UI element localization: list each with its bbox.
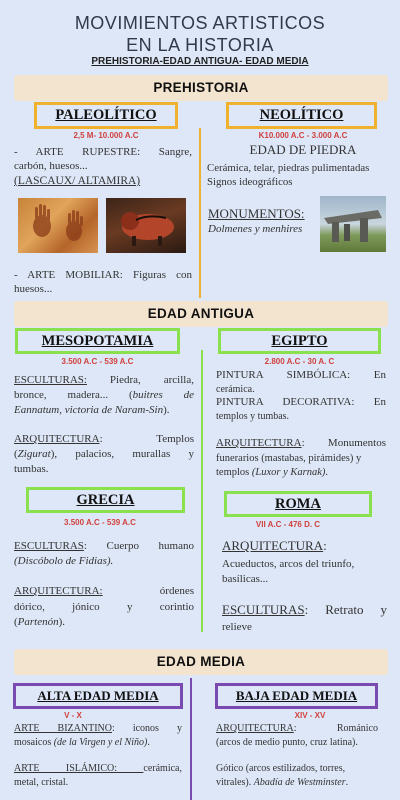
mesopotamia-esc-l1: ESCULTURAS: Piedra, arcilla, [14,374,194,386]
neolitico-date: K10.000 A.C - 3.000 A.C [258,131,348,140]
egipto-p1-l2: cerámica. [216,384,255,395]
baja-gotico-l2: vitrales). Abadía de Westminster. [216,777,349,788]
alta-isl-l1: ARTE ISLÁMICO: cerámica, [14,763,182,774]
egipto-arq-l3: templos (Luxor y Karnak). [216,467,328,478]
paleolitico-mobiliar-l2: huesos... [14,283,53,295]
mesopotamia-date: 3.500 A.C - 539 A.C [61,357,134,366]
band-prehistoria-label: PREHISTORIA [153,80,249,95]
neolitico-line2: Signos ideográficos [207,176,293,188]
roma-title: ROMA [275,496,321,512]
baja-arq-l1: ARQUITECTURA: Románico [216,723,378,734]
egipto-p2-l1: PINTURA DECORATIVA: En [216,396,386,408]
grecia-esc-l1: ESCULTURAS: Cuerpo humano [14,540,194,552]
band-edad-media-label: EDAD MEDIA [156,654,246,669]
baja-title: BAJA EDAD MEDIA [235,688,358,703]
paleolitico-rupestre-l1: - ARTE RUPESTRE: Sangre, [14,146,192,158]
paleolitico-rupestre-l3: (LASCAUX/ ALTAMIRA) [14,175,141,187]
baja-arq-label: ARQUITECTURA [216,723,294,734]
roma-arq-l3: basílicas... [222,573,269,585]
band-edad-antigua-label: EDAD ANTIGUA [147,306,255,321]
paleolitico-title: PALEOLÍTICO [55,107,157,123]
baja-gotico-l1: Gótico (arcos estilizados, torres, [216,763,346,774]
neolitico-monumentos-text: Dolmenes y menhires [208,223,303,235]
cave-bison-image [106,198,186,253]
neolitico-title: NEOLÍTICO [259,107,344,123]
grecia-title: GRECIA [76,492,135,508]
grecia-esc-l2: (Discóbolo de Fidias). [14,555,114,567]
alta-isl-label: ARTE ISLÁMICO: [14,763,144,774]
dolmen-image [320,196,386,252]
paleolitico-mobiliar-l1: - ARTE MOBILIAR: Figuras con [14,269,192,281]
roma-esc-l1: ESCULTURAS: Retrato y [222,602,387,617]
box-grecia [26,487,185,513]
alta-biz-l1: ARTE BIZANTINO: iconos y [14,723,182,734]
band-edad-antigua [14,301,388,327]
alta-title: ALTA EDAD MEDIA [37,688,159,703]
egipto-p1-l1: PINTURA SIMBÓLICA: En [216,369,386,381]
grecia-arq-l1: ARQUITECTURA: órdenes [14,585,194,597]
neolitico-monumentos-label: MONUMENTOS: [208,206,305,221]
neolitico-subtitle: EDAD DE PIEDRA [249,142,357,157]
box-baja-edad-media [215,683,378,709]
neolitico-line1: Cerámica, telar, piedras pulimentadas [207,162,370,174]
roma-esc-label: ESCULTURAS [222,602,305,617]
band-edad-media [14,649,388,675]
cave-hands-image [18,198,98,253]
mesopotamia-esc-l2: bronce, madera... (buitres de [14,389,194,401]
egipto-title: EGIPTO [271,333,328,349]
divider-antigua [201,350,203,632]
mesopotamia-arq-label: ARQUITECTURA [14,433,100,445]
roma-arq-l2: Acueductos, arcos del triunfo, [222,558,355,570]
grecia-arq-l2: dórico, jónico y corintio [14,601,194,613]
divider-media [190,678,192,800]
egipto-date: 2.800 A.C - 30 A. C [264,357,335,366]
mesopotamia-title: MESOPOTAMIA [41,333,154,349]
roma-arq-label: ARQUITECTURA [222,538,324,553]
egipto-arq-l2: funerarios (mastabas, pirámides) y [216,453,362,464]
egipto-p2-l2: templos y tumbas. [216,411,290,422]
grecia-date: 3.500 A.C - 539 A.C [64,518,136,527]
grecia-arq-l3: (Partenón). [14,616,66,628]
baja-date: XIV - XV [294,711,326,720]
mesopotamia-arq-l1: ARQUITECTURA: Templos [14,433,194,445]
egipto-arq-l1: ARQUITECTURA: Monumentos [216,437,386,449]
roma-esc-l2: relieve [222,621,252,633]
alta-biz-l2: mosaicos (de la Virgen y el Niño). [14,737,150,748]
roma-date: VII A.C - 476 D. C [255,520,321,529]
box-paleolitico [34,102,178,129]
grecia-arq-label: ARQUITECTURA: [14,585,103,597]
alta-date: V - X [64,711,82,720]
roma-arq-l1: ARQUITECTURA: [222,538,327,553]
box-egipto [218,328,381,354]
box-neolitico [226,102,377,129]
box-alta-edad-media [13,683,183,709]
page-title-line1: MOVIMIENTOS ARTISTICOS [74,13,326,33]
box-mesopotamia [15,328,180,354]
page-title-line2: EN LA HISTORIA [126,35,274,55]
mesopotamia-arq-l3: tumbas. [14,463,49,475]
mesopotamia-arq-l2: (Zigurat), palacios, murallas y [14,448,194,460]
box-roma [224,491,372,517]
mesopotamia-esc-label: ESCULTURAS: [14,374,87,386]
alta-isl-l2: metal, cristal. [14,777,69,788]
paleolitico-date: 2,5 M- 10.000 A.C [73,131,139,140]
baja-arq-l2: (arcos de medio punto, cruz latina). [216,737,358,748]
alta-biz-label: ARTE BIZANTINO [14,723,112,734]
divider-prehistoria [199,128,201,298]
grecia-esc-label: ESCULTURAS [14,540,84,552]
egipto-arq-label: ARQUITECTURA [216,437,302,449]
page-subtitle: PREHISTORIA-EDAD ANTIGUA- EDAD MEDIA [91,56,309,67]
paleolitico-rupestre-l2: carbón, huesos... [14,160,88,172]
mesopotamia-esc-l3: Eannatum, victoria de Naram-Sin). [14,404,170,416]
band-prehistoria [14,75,388,101]
